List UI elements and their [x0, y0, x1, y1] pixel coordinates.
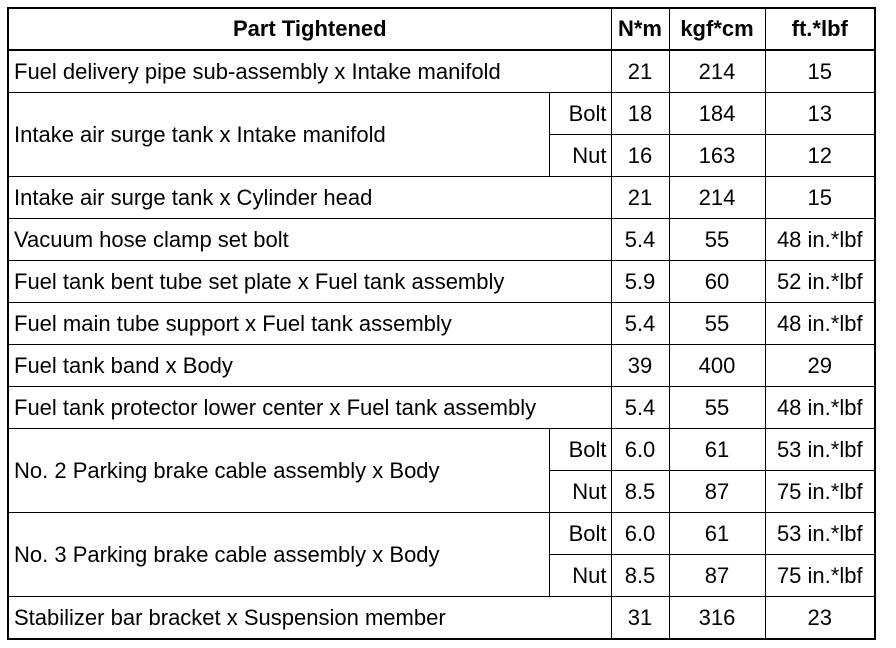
table-row	[8, 597, 875, 640]
table-row	[8, 387, 875, 429]
fastener-type: Nut	[549, 471, 611, 513]
fastener-type: Nut	[549, 135, 611, 177]
part-name: Fuel tank bent tube set plate x Fuel tank assembly	[8, 261, 611, 303]
torque-kgf-cm: 61	[669, 429, 765, 471]
part-name: Intake air surge tank x Cylinder head	[8, 177, 611, 219]
torque-ft-lbf: 75 in.*lbf	[765, 555, 875, 597]
part-name: Fuel tank band x Body	[8, 345, 611, 387]
part-name: Intake air surge tank x Intake manifold	[8, 93, 549, 177]
torque-ft-lbf: 48 in.*lbf	[765, 219, 875, 261]
torque-nm: 5.9	[611, 261, 669, 303]
torque-nm: 31	[611, 597, 669, 640]
torque-ft-lbf: 48 in.*lbf	[765, 387, 875, 429]
torque-ft-lbf: 23	[765, 597, 875, 640]
torque-nm: 18	[611, 93, 669, 135]
header-nm: N*m	[611, 8, 669, 50]
torque-spec-table	[7, 7, 876, 640]
table-row	[8, 429, 875, 471]
part-name: Vacuum hose clamp set bolt	[8, 219, 611, 261]
torque-ft-lbf: 15	[765, 50, 875, 93]
torque-kgf-cm: 60	[669, 261, 765, 303]
table-row	[8, 513, 875, 555]
torque-kgf-cm: 184	[669, 93, 765, 135]
torque-nm: 21	[611, 177, 669, 219]
torque-kgf-cm: 55	[669, 219, 765, 261]
torque-nm: 6.0	[611, 513, 669, 555]
fastener-type: Nut	[549, 555, 611, 597]
torque-nm: 6.0	[611, 429, 669, 471]
part-name: Fuel delivery pipe sub-assembly x Intake manifold	[8, 50, 611, 93]
torque-kgf-cm: 55	[669, 387, 765, 429]
header-part-tightened: Part Tightened	[8, 8, 611, 50]
part-name: No. 2 Parking brake cable assembly x Body	[8, 429, 549, 513]
fastener-type: Bolt	[549, 429, 611, 471]
torque-kgf-cm: 214	[669, 177, 765, 219]
torque-ft-lbf: 29	[765, 345, 875, 387]
header-ft-lbf: ft.*lbf	[765, 8, 875, 50]
table-row	[8, 177, 875, 219]
torque-nm: 8.5	[611, 555, 669, 597]
fastener-type: Bolt	[549, 93, 611, 135]
torque-kgf-cm: 316	[669, 597, 765, 640]
table-row	[8, 261, 875, 303]
part-name: No. 3 Parking brake cable assembly x Body	[8, 513, 549, 597]
torque-ft-lbf: 12	[765, 135, 875, 177]
table-row	[8, 345, 875, 387]
header-row	[8, 8, 875, 50]
torque-kgf-cm: 61	[669, 513, 765, 555]
torque-kgf-cm: 163	[669, 135, 765, 177]
torque-ft-lbf: 75 in.*lbf	[765, 471, 875, 513]
header-kgf-cm: kgf*cm	[669, 8, 765, 50]
table-row	[8, 50, 875, 93]
torque-ft-lbf: 52 in.*lbf	[765, 261, 875, 303]
part-name: Fuel main tube support x Fuel tank assembly	[8, 303, 611, 345]
torque-kgf-cm: 214	[669, 50, 765, 93]
torque-nm: 16	[611, 135, 669, 177]
torque-kgf-cm: 87	[669, 555, 765, 597]
torque-kgf-cm: 55	[669, 303, 765, 345]
table-row	[8, 93, 875, 135]
torque-nm: 8.5	[611, 471, 669, 513]
torque-ft-lbf: 13	[765, 93, 875, 135]
torque-nm: 5.4	[611, 387, 669, 429]
torque-ft-lbf: 53 in.*lbf	[765, 513, 875, 555]
torque-nm: 21	[611, 50, 669, 93]
table-row	[8, 303, 875, 345]
part-name: Fuel tank protector lower center x Fuel tank assembly	[8, 387, 611, 429]
fastener-type: Bolt	[549, 513, 611, 555]
torque-nm: 5.4	[611, 219, 669, 261]
torque-ft-lbf: 53 in.*lbf	[765, 429, 875, 471]
part-name: Stabilizer bar bracket x Suspension member	[8, 597, 611, 640]
torque-kgf-cm: 400	[669, 345, 765, 387]
table-row	[8, 219, 875, 261]
torque-nm: 5.4	[611, 303, 669, 345]
torque-nm: 39	[611, 345, 669, 387]
torque-ft-lbf: 48 in.*lbf	[765, 303, 875, 345]
torque-ft-lbf: 15	[765, 177, 875, 219]
torque-kgf-cm: 87	[669, 471, 765, 513]
